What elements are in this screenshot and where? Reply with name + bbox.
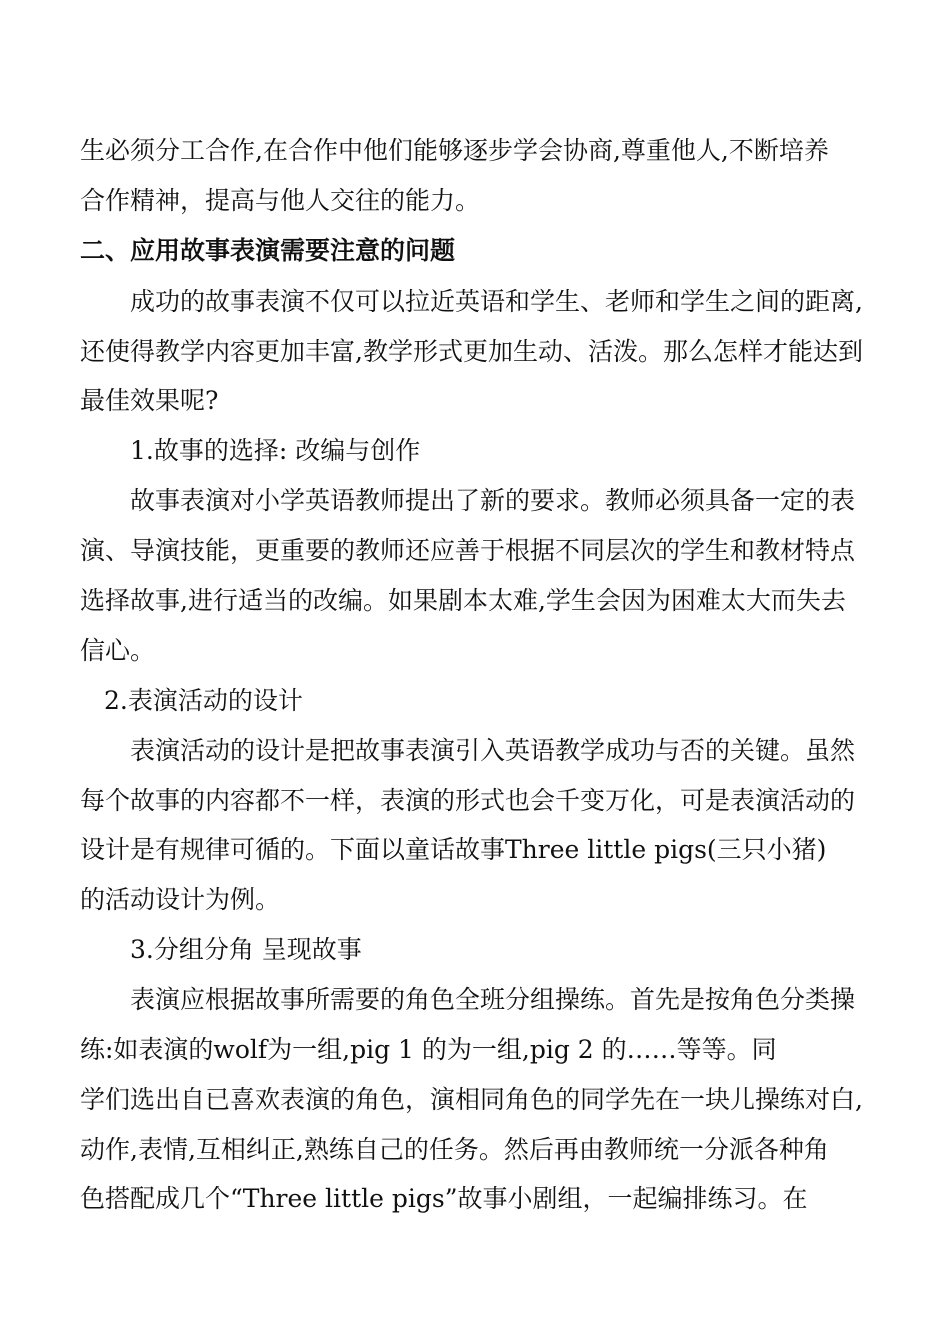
- section-heading: 二、应用故事表演需要注意的问题: [80, 236, 456, 265]
- paragraph-line: 动作,表情,互相纠正,熟练自己的任务。然后再由教师统一分派各种角: [80, 1135, 829, 1164]
- paragraph-line: 学们选出自已喜欢表演的角色，演相同角色的同学先在一块儿操练对白,: [80, 1085, 863, 1114]
- paragraph-line: 每个故事的内容都不一样，表演的形式也会千变万化，可是表演活动的: [80, 786, 856, 815]
- paragraph-line: 信心。: [80, 636, 156, 665]
- paragraph-line: 生必须分工合作,在合作中他们能够逐步学会协商,尊重他人,不断培养: [80, 136, 829, 165]
- paragraph-line: 故事表演对小学英语教师提出了新的要求。教师必须具备一定的表: [130, 486, 856, 515]
- subsection-heading: 3.分组分角 呈现故事: [130, 935, 362, 964]
- paragraph-line: 色搭配成几个“Three little pigs”故事小剧组，一起编排练习。在: [80, 1184, 808, 1213]
- paragraph-line: 最佳效果呢?: [80, 386, 219, 415]
- subsection-heading: 1.故事的选择: 改编与创作: [130, 436, 421, 465]
- paragraph-line: 还使得教学内容更加丰富,教学形式更加生动、活泼。那么怎样才能达到: [80, 337, 863, 366]
- paragraph-line: 成功的故事表演不仅可以拉近英语和学生、老师和学生之间的距离,: [130, 287, 863, 316]
- paragraph-line: 设计是有规律可循的。下面以童话故事Three little pigs(三只小猪): [80, 835, 827, 864]
- subsection-heading: 2.表演活动的设计: [104, 686, 303, 715]
- paragraph-line: 选择故事,进行适当的改编。如果剧本太难,学生会因为困难太大而失去: [80, 586, 846, 615]
- paragraph-line: 的活动设计为例。: [80, 885, 281, 914]
- paragraph-line: 合作精神，提高与他人交往的能力。: [80, 186, 481, 215]
- paragraph-line: 练:如表演的wolf为一组,pig 1 的为一组,pig 2 的……等等。同: [80, 1035, 777, 1064]
- paragraph-line: 表演应根据故事所需要的角色全班分组操练。首先是按角色分类操: [130, 985, 856, 1014]
- paragraph-line: 演、导演技能，更重要的教师还应善于根据不同层次的学生和教材特点: [80, 536, 856, 565]
- paragraph-line: 表演活动的设计是把故事表演引入英语教学成功与否的关键。虽然: [130, 736, 856, 765]
